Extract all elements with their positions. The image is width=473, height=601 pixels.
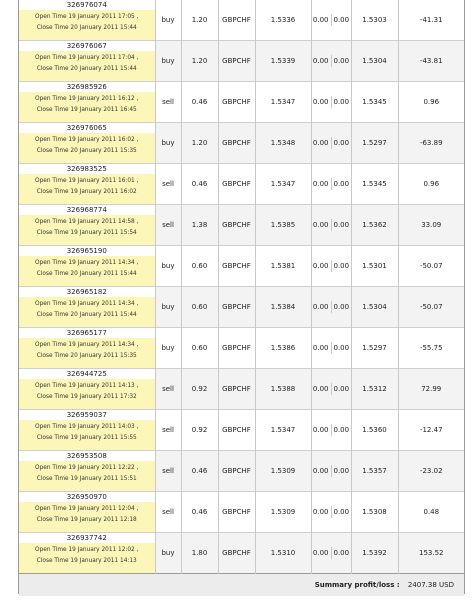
trade-type: sell <box>155 82 181 123</box>
trade-profit: -63.89 <box>398 123 464 164</box>
open-time: Open Time 19 January 2011 14:58 , <box>35 219 139 225</box>
open-time: Open Time 19 January 2011 16:02 , <box>35 137 139 143</box>
trade-times <box>19 133 155 163</box>
trade-commission: 0.00 <box>312 221 329 229</box>
summary-value: 2407.38 USD <box>407 581 454 589</box>
trade-open-price: 1.5347 <box>255 164 311 205</box>
close-time: Close Time 20 January 2011 15:44 <box>36 312 137 318</box>
trade-times <box>19 10 155 40</box>
trade-close-price: 1.5308 <box>351 492 398 533</box>
summary-row <box>19 574 464 597</box>
table-row <box>19 82 464 123</box>
trade-comm-swap <box>311 123 351 164</box>
ticket-number: 326950970 <box>66 493 107 501</box>
trade-id-cell <box>19 451 155 492</box>
trade-symbol: GBPCHF <box>218 0 255 41</box>
trade-swap: 0.00 <box>333 16 350 24</box>
trade-profit: -55.75 <box>398 328 464 369</box>
trade-close-price: 1.5345 <box>351 164 398 205</box>
trade-swap: 0.00 <box>333 549 350 557</box>
trade-symbol: GBPCHF <box>218 287 255 328</box>
table-row <box>19 451 464 492</box>
trade-profit: -43.81 <box>398 41 464 82</box>
divider <box>331 301 332 313</box>
trade-lots: 0.46 <box>181 492 218 533</box>
table-row <box>19 369 464 410</box>
trade-lots: 0.92 <box>181 369 218 410</box>
divider <box>331 96 332 108</box>
trade-swap: 0.00 <box>333 344 350 352</box>
trade-commission: 0.00 <box>312 467 329 475</box>
trade-profit: -50.07 <box>398 246 464 287</box>
ticket-number: 326944725 <box>66 370 107 378</box>
trade-times <box>19 174 155 204</box>
trade-profit: 72.99 <box>398 369 464 410</box>
trade-profit: -23.02 <box>398 451 464 492</box>
open-time: Open Time 19 January 2011 14:03 , <box>35 424 139 430</box>
trade-close-price: 1.5297 <box>351 123 398 164</box>
trade-lots: 0.60 <box>181 328 218 369</box>
open-time: Open Time 19 January 2011 12:02 , <box>35 547 139 553</box>
trade-open-price: 1.5384 <box>255 287 311 328</box>
trade-lots: 1.38 <box>181 205 218 246</box>
close-time: Close Time 19 January 2011 15:54 <box>36 230 137 236</box>
trade-lots: 0.46 <box>181 82 218 123</box>
open-time: Open Time 19 January 2011 14:13 , <box>35 383 139 389</box>
trade-close-price: 1.5301 <box>351 246 398 287</box>
trade-times <box>19 92 155 122</box>
trade-type: sell <box>155 164 181 205</box>
divider <box>331 465 332 477</box>
trade-commission: 0.00 <box>312 98 329 106</box>
trade-open-price: 1.5310 <box>255 533 311 574</box>
close-time: Close Time 19 January 2011 12:18 <box>36 517 137 523</box>
close-time: Close Time 19 January 2011 14:13 <box>36 558 137 564</box>
table-row <box>19 328 464 369</box>
ticket-number: 326965177 <box>66 329 107 337</box>
trade-symbol: GBPCHF <box>218 164 255 205</box>
ticket-number: 326976067 <box>66 42 107 50</box>
trade-comm-swap <box>311 164 351 205</box>
trade-open-price: 1.5309 <box>255 451 311 492</box>
trade-commission: 0.00 <box>312 344 329 352</box>
trade-swap: 0.00 <box>333 303 350 311</box>
close-time: Close Time 20 January 2011 15:44 <box>36 66 137 72</box>
trade-times <box>19 420 155 450</box>
trade-type: buy <box>155 533 181 574</box>
close-time: Close Time 19 January 2011 17:32 <box>36 394 137 400</box>
trade-comm-swap <box>311 287 351 328</box>
trade-lots: 1.80 <box>181 533 218 574</box>
trade-times <box>19 461 155 491</box>
trade-swap: 0.00 <box>333 180 350 188</box>
trade-swap: 0.00 <box>333 467 350 475</box>
trade-symbol: GBPCHF <box>218 492 255 533</box>
close-time: Close Time 20 January 2011 15:44 <box>36 25 137 31</box>
open-time: Open Time 19 January 2011 16:01 , <box>35 178 139 184</box>
trade-lots: 1.20 <box>181 123 218 164</box>
close-time: Close Time 20 January 2011 15:44 <box>36 271 137 277</box>
trade-id-cell <box>19 205 155 246</box>
divider <box>331 219 332 231</box>
table-row <box>19 410 464 451</box>
trade-id-cell <box>19 123 155 164</box>
trade-id-cell <box>19 82 155 123</box>
trade-symbol: GBPCHF <box>218 82 255 123</box>
trade-close-price: 1.5345 <box>351 82 398 123</box>
ticket-number: 326976065 <box>66 124 107 132</box>
trade-comm-swap <box>311 82 351 123</box>
trade-close-price: 1.5362 <box>351 205 398 246</box>
divider <box>331 55 332 67</box>
trade-commission: 0.00 <box>312 385 329 393</box>
trade-open-price: 1.5309 <box>255 492 311 533</box>
trade-open-price: 1.5347 <box>255 410 311 451</box>
table-row <box>19 0 464 41</box>
trade-history-table <box>19 0 464 596</box>
ticket-number: 326976074 <box>66 1 107 9</box>
trade-open-price: 1.5339 <box>255 41 311 82</box>
trade-swap: 0.00 <box>333 221 350 229</box>
trade-lots: 1.20 <box>181 0 218 41</box>
trade-type: buy <box>155 328 181 369</box>
trade-id-cell <box>19 533 155 574</box>
trade-comm-swap <box>311 451 351 492</box>
trade-swap: 0.00 <box>333 57 350 65</box>
trade-open-price: 1.5381 <box>255 246 311 287</box>
trade-close-price: 1.5297 <box>351 328 398 369</box>
trade-close-price: 1.5357 <box>351 451 398 492</box>
trade-comm-swap <box>311 246 351 287</box>
trade-commission: 0.00 <box>312 57 329 65</box>
trade-times <box>19 256 155 286</box>
trade-history-table-frame <box>18 0 465 594</box>
trade-profit: 33.09 <box>398 205 464 246</box>
trade-id-cell <box>19 492 155 533</box>
divider <box>331 547 332 559</box>
open-time: Open Time 19 January 2011 12:04 , <box>35 506 139 512</box>
trade-profit: 153.52 <box>398 533 464 574</box>
ticket-number: 326937742 <box>66 534 107 542</box>
table-row <box>19 205 464 246</box>
trade-type: buy <box>155 287 181 328</box>
trade-commission: 0.00 <box>312 426 329 434</box>
trade-symbol: GBPCHF <box>218 533 255 574</box>
trade-type: buy <box>155 123 181 164</box>
trade-profit: -41.31 <box>398 0 464 41</box>
trade-times <box>19 51 155 81</box>
trade-id-cell <box>19 410 155 451</box>
trade-profit: 0.96 <box>398 82 464 123</box>
trade-commission: 0.00 <box>312 303 329 311</box>
trade-comm-swap <box>311 205 351 246</box>
table-row <box>19 164 464 205</box>
trade-id-cell <box>19 287 155 328</box>
trade-comm-swap <box>311 410 351 451</box>
summary-cell <box>19 574 464 597</box>
trade-lots: 0.60 <box>181 287 218 328</box>
divider <box>331 342 332 354</box>
close-time: Close Time 19 January 2011 15:55 <box>36 435 137 441</box>
open-time: Open Time 19 January 2011 16:12 , <box>35 96 139 102</box>
divider <box>331 14 332 26</box>
trade-symbol: GBPCHF <box>218 41 255 82</box>
trade-close-price: 1.5312 <box>351 369 398 410</box>
trade-profit: -50.07 <box>398 287 464 328</box>
trade-swap: 0.00 <box>333 508 350 516</box>
trade-type: sell <box>155 369 181 410</box>
table-row <box>19 492 464 533</box>
trade-swap: 0.00 <box>333 139 350 147</box>
table-row <box>19 533 464 574</box>
ticket-number: 326965190 <box>66 247 107 255</box>
trade-comm-swap <box>311 533 351 574</box>
trade-symbol: GBPCHF <box>218 451 255 492</box>
trade-type: sell <box>155 410 181 451</box>
divider <box>331 137 332 149</box>
close-time: Close Time 19 January 2011 16:02 <box>36 189 137 195</box>
trade-open-price: 1.5385 <box>255 205 311 246</box>
trade-id-cell <box>19 328 155 369</box>
trade-swap: 0.00 <box>333 385 350 393</box>
trade-open-price: 1.5348 <box>255 123 311 164</box>
trade-close-price: 1.5392 <box>351 533 398 574</box>
ticket-number: 326983525 <box>66 165 107 173</box>
trade-close-price: 1.5360 <box>351 410 398 451</box>
trade-times <box>19 215 155 245</box>
trade-close-price: 1.5304 <box>351 41 398 82</box>
ticket-number: 326953508 <box>66 452 107 460</box>
trade-symbol: GBPCHF <box>218 410 255 451</box>
trade-open-price: 1.5347 <box>255 82 311 123</box>
close-time: Close Time 19 January 2011 15:51 <box>36 476 137 482</box>
trade-type: buy <box>155 246 181 287</box>
trade-profit: 0.48 <box>398 492 464 533</box>
trade-commission: 0.00 <box>312 549 329 557</box>
trade-open-price: 1.5386 <box>255 328 311 369</box>
trade-comm-swap <box>311 328 351 369</box>
close-time: Close Time 20 January 2011 15:35 <box>36 148 137 154</box>
trade-times <box>19 543 155 573</box>
trade-comm-swap <box>311 41 351 82</box>
trade-id-cell <box>19 0 155 41</box>
trade-type: sell <box>155 492 181 533</box>
trade-open-price: 1.5388 <box>255 369 311 410</box>
trade-commission: 0.00 <box>312 262 329 270</box>
table-row <box>19 246 464 287</box>
trade-type: sell <box>155 205 181 246</box>
table-row <box>19 123 464 164</box>
ticket-number: 326985926 <box>66 83 107 91</box>
open-time: Open Time 19 January 2011 17:05 , <box>35 14 139 20</box>
trade-comm-swap <box>311 369 351 410</box>
trade-symbol: GBPCHF <box>218 369 255 410</box>
trade-symbol: GBPCHF <box>218 123 255 164</box>
ticket-number: 326959037 <box>66 411 107 419</box>
open-time: Open Time 19 January 2011 14:34 , <box>35 301 139 307</box>
trade-close-price: 1.5303 <box>351 0 398 41</box>
close-time: Close Time 19 January 2011 16:45 <box>36 107 137 113</box>
close-time: Close Time 20 January 2011 15:35 <box>36 353 137 359</box>
trade-id-cell <box>19 164 155 205</box>
trade-id-cell <box>19 369 155 410</box>
table-row <box>19 287 464 328</box>
trade-lots: 0.46 <box>181 451 218 492</box>
divider <box>331 260 332 272</box>
trade-commission: 0.00 <box>312 139 329 147</box>
trade-lots: 0.60 <box>181 246 218 287</box>
trade-lots: 1.20 <box>181 41 218 82</box>
divider <box>331 424 332 436</box>
ticket-number: 326965182 <box>66 288 107 296</box>
trade-times <box>19 379 155 409</box>
trade-lots: 0.46 <box>181 164 218 205</box>
trade-times <box>19 502 155 532</box>
open-time: Open Time 19 January 2011 17:04 , <box>35 55 139 61</box>
divider <box>331 506 332 518</box>
trade-swap: 0.00 <box>333 98 350 106</box>
open-time: Open Time 19 January 2011 14:34 , <box>35 260 139 266</box>
ticket-number: 326968774 <box>66 206 107 214</box>
trade-swap: 0.00 <box>333 426 350 434</box>
trade-symbol: GBPCHF <box>218 246 255 287</box>
trade-profit: 0.96 <box>398 164 464 205</box>
trade-commission: 0.00 <box>312 180 329 188</box>
trade-type: buy <box>155 41 181 82</box>
trade-times <box>19 338 155 368</box>
trade-commission: 0.00 <box>312 16 329 24</box>
open-time: Open Time 19 January 2011 14:34 , <box>35 342 139 348</box>
table-row <box>19 41 464 82</box>
trade-comm-swap <box>311 492 351 533</box>
trade-type: buy <box>155 0 181 41</box>
trade-times <box>19 297 155 327</box>
trade-type: sell <box>155 451 181 492</box>
summary-label: Summary profit/loss : <box>314 581 400 589</box>
trade-lots: 0.92 <box>181 410 218 451</box>
divider <box>331 178 332 190</box>
trade-symbol: GBPCHF <box>218 205 255 246</box>
open-time: Open Time 19 January 2011 12:22 , <box>35 465 139 471</box>
trade-id-cell <box>19 41 155 82</box>
trade-swap: 0.00 <box>333 262 350 270</box>
divider <box>331 383 332 395</box>
trade-profit: -12.47 <box>398 410 464 451</box>
trade-open-price: 1.5336 <box>255 0 311 41</box>
trade-symbol: GBPCHF <box>218 328 255 369</box>
trade-comm-swap <box>311 0 351 41</box>
trade-id-cell <box>19 246 155 287</box>
trade-close-price: 1.5304 <box>351 287 398 328</box>
trade-commission: 0.00 <box>312 508 329 516</box>
